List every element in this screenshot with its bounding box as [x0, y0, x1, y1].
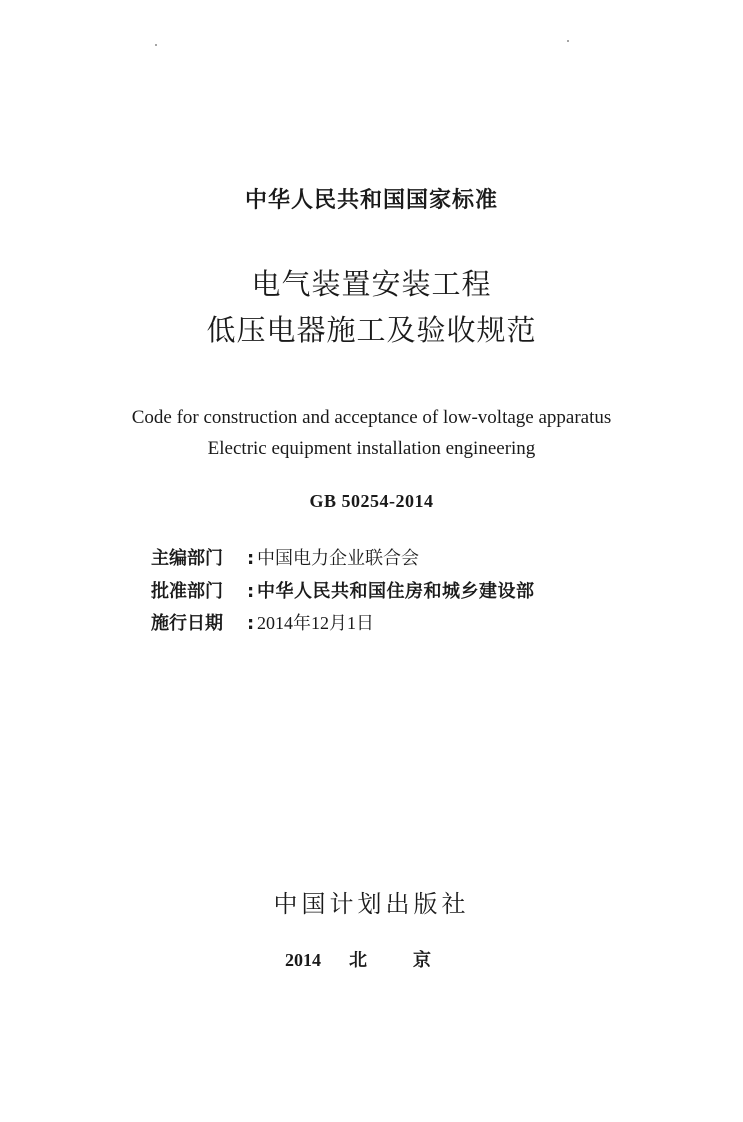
meta-value: [257, 609, 564, 635]
imprint: [285, 946, 431, 972]
meta-colon: :: [247, 548, 255, 569]
spread-char: 4: [284, 613, 293, 633]
english-title-line-2: Electric equipment installation engineering: [207, 438, 536, 459]
publisher: 中国计划出版社: [273, 890, 470, 918]
spread-char: 月: [329, 613, 347, 633]
spread-char: 合: [383, 548, 401, 569]
english-title-line-1: Code for construction and acceptance of low-voltage apparatus: [131, 407, 612, 428]
imprint-city: [349, 946, 431, 972]
spread-char: 年: [293, 613, 311, 633]
meta-colon: :: [247, 581, 255, 602]
standard-code: GB 50254-2014: [309, 491, 434, 511]
spread-char: 电: [293, 548, 311, 569]
meta-value: [257, 544, 564, 570]
spread-char: 1: [275, 613, 284, 633]
spread-char: 2: [257, 613, 266, 633]
scan-speck: [567, 40, 569, 42]
title-line-1: 电气装置安装工程: [251, 267, 492, 301]
meta-value: 中华人民共和国住房和城乡建设部: [257, 581, 535, 602]
meta-label: 主编部门: [151, 548, 223, 569]
meta-row-editor: [151, 544, 564, 570]
scan-speck: [155, 44, 157, 46]
meta-colon: :: [247, 613, 255, 634]
spread-char: 2: [320, 613, 329, 633]
spread-char: 京: [413, 950, 431, 971]
meta-row-effective-date: [151, 609, 564, 635]
spread-char: 北: [349, 950, 367, 971]
meta-row-approver: [151, 577, 535, 603]
spread-char: 国: [275, 548, 293, 569]
meta-label: 施行日期: [151, 613, 223, 634]
spread-char: 1: [347, 613, 356, 633]
spread-char: 日: [356, 613, 374, 633]
spread-char: 中: [257, 548, 275, 569]
spread-char: 1: [311, 613, 320, 633]
series-title: 中华人民共和国国家标准: [244, 188, 498, 213]
spread-char: 企: [329, 548, 347, 569]
meta-label: 批准部门: [151, 581, 223, 602]
spread-char: 会: [401, 548, 419, 569]
title-line-2: 低压电器施工及验收规范: [206, 313, 537, 347]
imprint-year: 2014: [285, 950, 321, 970]
spread-char: 0: [266, 613, 275, 633]
spread-char: 业: [347, 548, 365, 569]
spread-char: 力: [311, 548, 329, 569]
spread-char: 联: [365, 548, 383, 569]
